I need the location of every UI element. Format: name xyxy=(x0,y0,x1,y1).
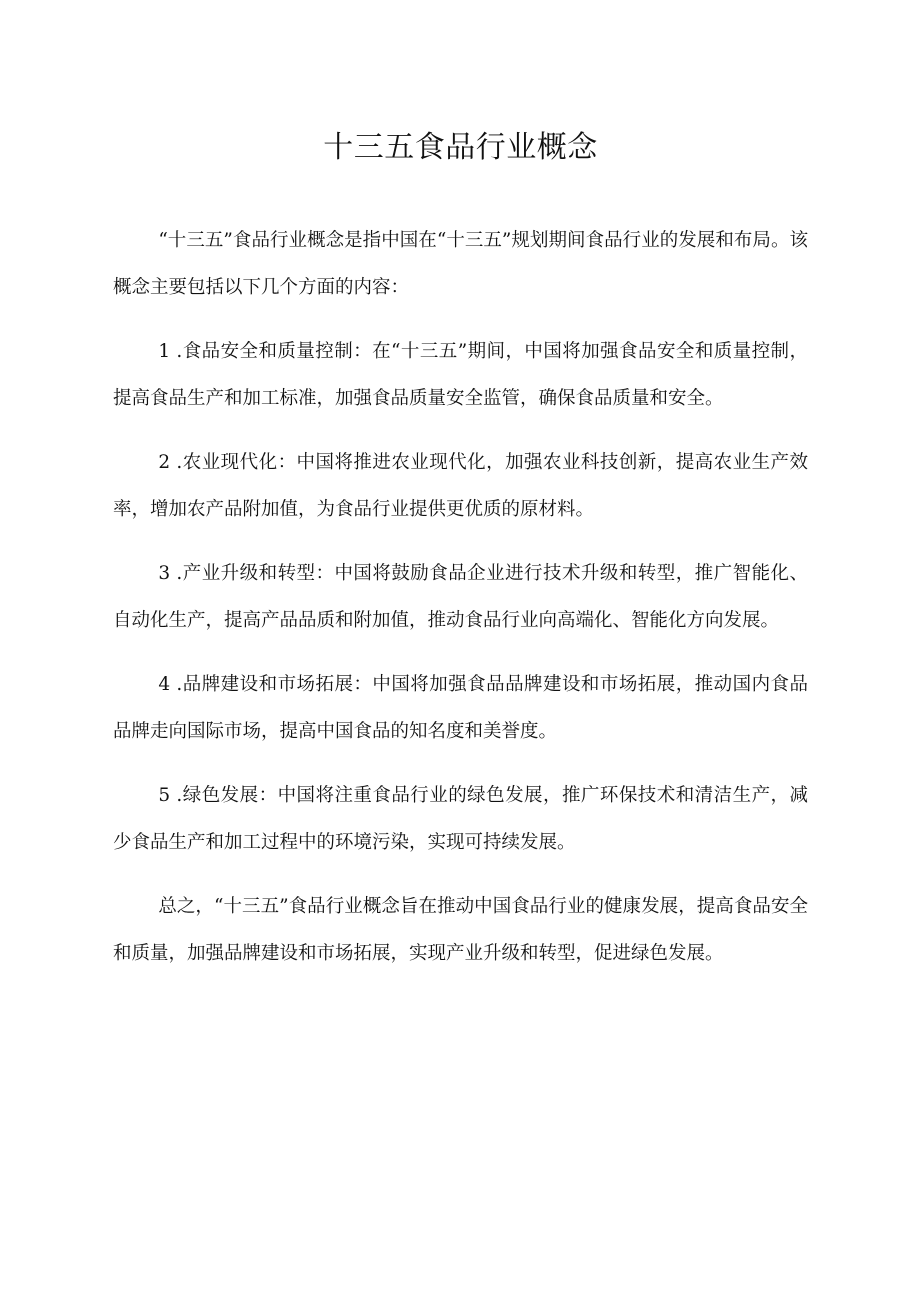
document-title: 十三五食品行业概念 xyxy=(323,130,598,165)
document-body xyxy=(113,217,808,977)
point-4-paragraph: 4 .品牌建设和市场拓展：中国将加强食品品牌建设和市场拓展，推动国内食品品牌走向国际市场，提高中国食品的知名度和美誉度。 xyxy=(113,674,808,742)
point-3-paragraph: 3 .产业升级和转型：中国将鼓励食品企业进行技术升级和转型，推广智能化、自动化生产，提高产品品质和附加值，推动食品行业向高端化、智能化方向发展。 xyxy=(113,563,808,631)
point-5-paragraph: 5 .绿色发展：中国将注重食品行业的绿色发展，推广环保技术和清洁生产，减少食品生产和加工过程中的环境污染，实现可持续发展。 xyxy=(113,785,808,853)
point-1-paragraph: 1 .食品安全和质量控制：在“十三五”期间，中国将加强食品安全和质量控制，提高食品生产和加工标准，加强食品质量安全监管，确保食品质量和安全。 xyxy=(113,341,808,409)
conclusion-paragraph: 总之，“十三五”食品行业概念旨在推动中国食品行业的健康发展，提高食品安全和质量，加强品牌建设和市场拓展，实现产业升级和转型，促进绿色发展。 xyxy=(113,896,808,964)
point-2-paragraph: 2 .农业现代化：中国将推进农业现代化，加强农业科技创新，提高农业生产效率，增加农产品附加值，为食品行业提供更优质的原材料。 xyxy=(113,452,808,520)
intro-paragraph: “十三五”食品行业概念是指中国在“十三五”规划期间食品行业的发展和布局。该概念主要包括以下几个方面的内容： xyxy=(113,230,808,298)
